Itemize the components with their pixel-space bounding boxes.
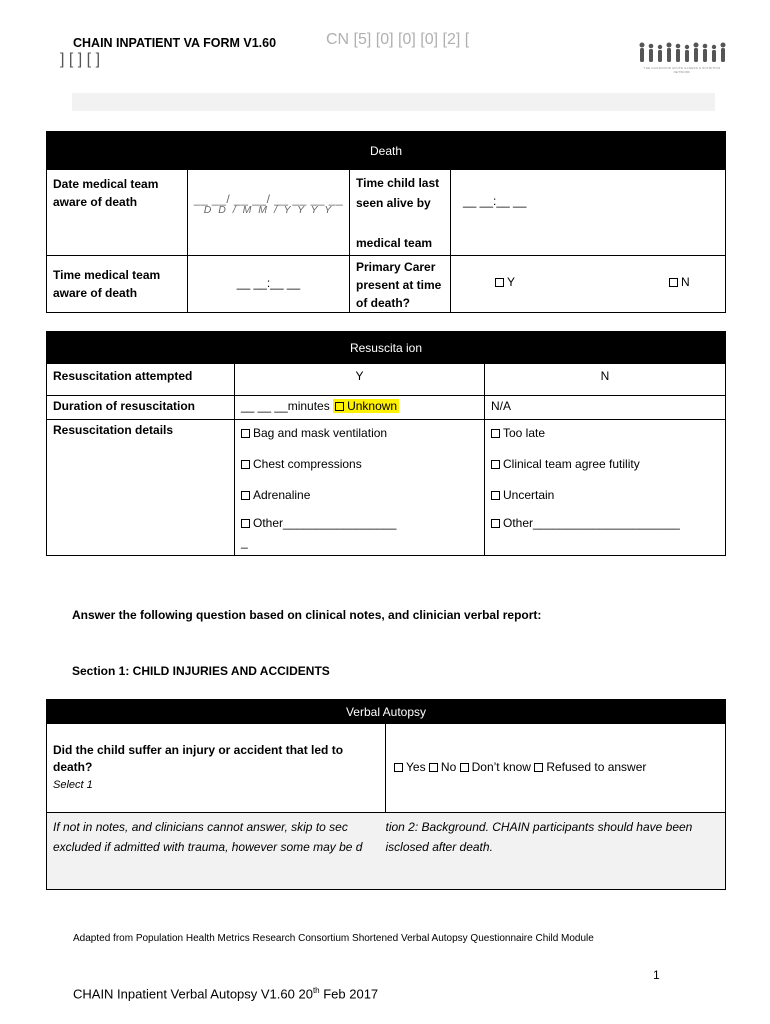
answer-yes[interactable]: Yes	[394, 760, 426, 774]
checkbox-icon	[241, 460, 250, 469]
header-grey-bar	[72, 93, 715, 111]
page-number: 1	[653, 968, 660, 982]
answer-refused[interactable]: Refused to answer	[534, 760, 646, 774]
time-seen-label: Time child last seen alive by medical team	[350, 170, 451, 256]
duration-blank: __ __ __minutes	[241, 399, 330, 413]
checkbox-icon	[669, 278, 678, 287]
select-hint: Select 1	[53, 779, 93, 791]
footer-version: CHAIN Inpatient Verbal Autopsy V1.60 20th Feb 2017	[73, 986, 379, 1002]
checkbox-icon	[491, 519, 500, 528]
unknown-option[interactable]: Unknown	[333, 399, 399, 413]
checkbox-icon	[491, 460, 500, 469]
carer-present-label: Primary Carer present at time of death?	[350, 256, 451, 313]
skip-note-right: tion 2: Background. CHAIN participants should have been isclosed after death.	[386, 813, 726, 890]
time-seen-field[interactable]: __ __:__ __	[451, 170, 726, 256]
checkbox-icon	[241, 519, 250, 528]
instructions-text: Answer the following question based on clinical notes, and clinician verbal report:	[72, 608, 542, 622]
checkbox-icon	[534, 763, 543, 772]
date-blank: __ __/ __ __/ __ __ __ __	[193, 192, 344, 206]
injury-answers	[386, 724, 726, 813]
checkbox-icon	[491, 491, 500, 500]
attempted-label: Resuscitation attempted	[47, 364, 235, 396]
adapted-from-note: Adapted from Population Health Metrics Research Consortium Shortened Verbal Autopsy Questionnaire Child Module	[73, 933, 594, 944]
option-bag-mask[interactable]: Bag and mask ventilation	[241, 420, 484, 451]
time-aware-label: Time medical team aware of death	[47, 256, 188, 313]
details-label: Resuscitation details	[47, 420, 235, 556]
option-uncertain[interactable]: Uncertain	[491, 482, 725, 513]
injury-question: Did the child suffer an injury or accident that led to death? Select 1	[47, 724, 386, 813]
section-1-title: Section 1: CHILD INJURIES AND ACCIDENTS	[72, 664, 330, 678]
details-no-options	[485, 420, 726, 556]
checkbox-icon	[460, 763, 469, 772]
skip-note-left: If not in notes, and clinicians cannot answer, skip to sec excluded if admitted with trauma, however some may be d	[47, 813, 386, 890]
carer-yes-option[interactable]: Y	[451, 256, 606, 313]
option-chest-compressions[interactable]: Chest compressions	[241, 451, 484, 482]
date-aware-field[interactable]	[188, 170, 350, 256]
death-header: Death	[47, 132, 726, 170]
checkbox-icon	[491, 429, 500, 438]
date-aware-label: Date medical team aware of death	[47, 170, 188, 256]
checkbox-icon	[335, 402, 344, 411]
duration-na: N/A	[485, 396, 726, 420]
resuscitation-table	[46, 331, 726, 556]
duration-field[interactable]	[235, 396, 485, 420]
option-adrenaline[interactable]: Adrenaline	[241, 482, 484, 513]
cn-number-cont: ] [ ] [ ]	[60, 51, 101, 68]
checkbox-icon	[241, 491, 250, 500]
cn-number: CN [5] [0] [0] [0] [2] [	[326, 31, 470, 48]
resuscitation-header: Resuscita ion	[47, 332, 726, 364]
answer-no[interactable]: No	[429, 760, 456, 774]
details-yes-options	[235, 420, 485, 556]
form-title: CHAIN INPATIENT VA FORM V1.60	[73, 36, 277, 50]
checkbox-icon	[394, 763, 403, 772]
option-other-n[interactable]: Other______________________	[491, 513, 725, 533]
verbal-autopsy-header: Verbal Autopsy	[47, 700, 726, 724]
option-other-y[interactable]: Other_________________	[241, 513, 484, 533]
attempted-no[interactable]: N	[485, 364, 726, 396]
carer-no-option[interactable]: N	[605, 256, 726, 313]
death-table	[46, 131, 726, 313]
checkbox-icon	[495, 278, 504, 287]
time-aware-field[interactable]: __ __:__ __	[188, 256, 350, 313]
checkbox-icon	[429, 763, 438, 772]
option-too-late[interactable]: Too late	[491, 420, 725, 451]
logo-caption: THE CHILDHOOD ACUTE ILLNESS & NUTRITION NETWORK	[643, 66, 721, 74]
date-format-hint: D D / M M / Y Y Y Y	[203, 204, 334, 216]
attempted-yes[interactable]: Y	[235, 364, 485, 396]
duration-label: Duration of resuscitation	[47, 396, 235, 420]
verbal-autopsy-table	[46, 699, 726, 890]
other-y-continuation: _	[241, 535, 248, 549]
checkbox-icon	[241, 429, 250, 438]
answer-dont-know[interactable]: Don’t know	[460, 760, 531, 774]
option-futility[interactable]: Clinical team agree futility	[491, 451, 725, 482]
